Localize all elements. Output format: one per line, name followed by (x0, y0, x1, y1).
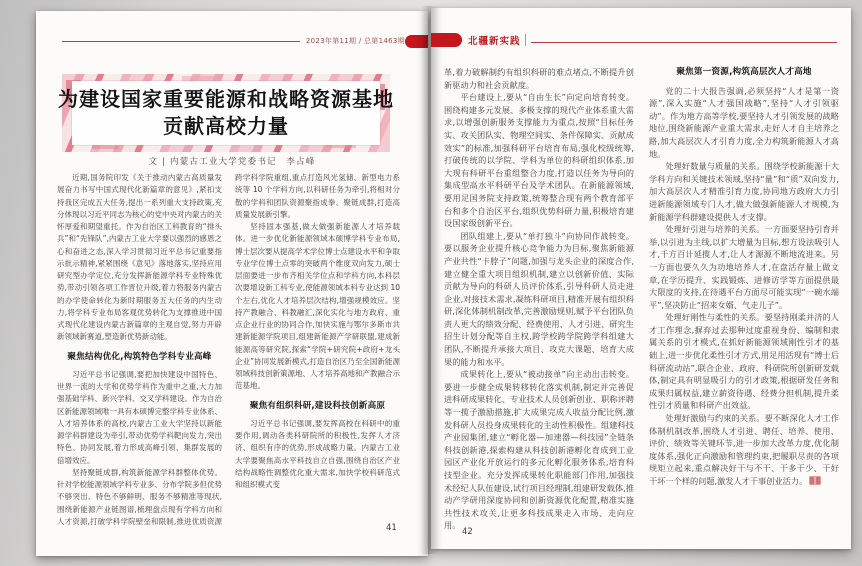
section-heading: 聚焦第一资源,构筑高层次人才高地 (676, 67, 812, 77)
paragraph: 党的二十大报告强调,必须坚持“人才是第一资源”,深入实施“人才强国战略”,坚持“人才引领驱动”。作为地方高等学校,要坚持人才引领发展的战略地位,围绕新能源产业重大需求,走好人才自主培养之路,加大高层次人才引育力度,全力构筑新能源人才高地。 (649, 85, 839, 159)
issue-info: 2023年第11期 / 总第1463期 (305, 37, 405, 45)
left-page-header (62, 33, 428, 49)
paragraph: 近期,国务院印发《关于推动内蒙古高质量发展奋力书写中国式现代化新篇章的意见》,紧扣支持我区完成五大任务,提出一系列重大支持政策,充分体现以习近平同志为核心的党中央对内蒙古的关怀厚爱和期望重托。作为自治区工科教育的“排头兵”和“先锋队”,内蒙古工业大学要以强烈的感恩之心和奋进之态,深入学习贯彻习近平总书记重要指示批示精神,紧紧围绕《意见》落地落实,坚持应用研究型办学定位,充分发挥新能源学科专业特殊优势,带动引领各项工作晋位升级,着力将服务内蒙古的办学使命转化为新时期服务五大任务的内生动力,将学科专业布局客观优势转化为支撑推进中国式现代化建设内蒙古新篇章的主观自觉,努力开辟新领域新赛道,塑造新优势新动能。 (57, 173, 222, 342)
paragraph: 坚持聚链成群,构筑新能源学科群整体优势。针对学校能源领域学科专业多、分布学院多但优势不够突出、特色不够鲜明、服务不够精准等现状,围绕新能源产业链图谱,梳理盘点现有学科方向和人才资源,打破学科学院壁垒和限制,推进优质资源跨学科学院重组,重点打造风光氢储、新型电力系统等 10 个学科方向,以科研任务为牵引,将相对分散的学科和团队资源聚指成拳、聚链成群,打造高质量发展新引擎。 (57, 173, 400, 526)
article-title-line2: 贡献高校力量 (163, 114, 289, 138)
paragraph: 革,着力破解制约有组织科研的难点堵点,不断提升创新驱动力和社会贡献度。 (444, 67, 634, 90)
header-divider (525, 34, 526, 46)
article-body-page41 (57, 172, 400, 533)
article-end-mark-icon (810, 477, 820, 484)
page-number: 42 (462, 527, 473, 537)
article-title (58, 81, 394, 145)
byline: 文 | 内蒙古工业大学党委书记 李占峰 (148, 157, 316, 167)
article-title-line1: 为建设国家重要能源和战略资源基地 (58, 87, 394, 111)
paragraph: 习近平总书记强调,要发挥高校在科研中的重要作用,调动各类科研院所的积极性,发挥人才济济、组织有序的优势,形成战略力量。内蒙古工业大学要聚焦高水平科技自立自强,围绕自治区产业结构战略性调整优化重大需求,加快学校科研范式和组织模式变 (235, 418, 400, 489)
paragraph: 习近平总书记强调,要把加快建设中国特色、世界一流的大学和优势学科作为重中之重,大力加强基础学科、新兴学科、交叉学科建设。作为自治区新能源领域唯一具有本硕博完整学科专业体系、人才培养体系的高校,内蒙古工业大学坚持以新能源学科群建设为牵引,带动优势学科靶向发力,突出特色、协同发展,着力形成高峰引领、集群发展的倍增效应。 (57, 369, 222, 465)
page-42 (431, 8, 851, 549)
header-rule (531, 42, 837, 43)
page-41 (36, 11, 428, 556)
paragraph: 坚持固本强基,做大做强新能源人才培养载体。进一步优化新能源领域本硕博学科专业布局,博士层次要从提高学术学位博士点建设水平和争取专业学位博士点零的突破两个维度双向发力,硕士层面要进一步布齐相关学位点和学科方向,本科层次要增设新工科专业,使能源领域本科专业达到 10 个左右,优化人才培养层次结构,增强规模效应。坚持产教融合、科教融汇,深化实化与地方政府、重点企业行业的协同合作,加快实施与鄂尔多斯市共建新能源学院项目,组建新能源产学研联盟,建成新能源高等研究院,探索“学院+研究院+政府+龙头企业”协同发展新模式,打造自治区乃至全国新能源领域科技创新策源地、人才培养高地和产教融合示范基地。 (235, 222, 400, 391)
right-page-header (431, 32, 837, 48)
page-number: 41 (386, 523, 397, 533)
paragraph: 处理好数量与质量的关系。围绕学校新能源十大学科方向和关键技术领域,坚持“量”和“质”双向发力,加大高层次人才精准引育力度,协同地方政府大力引进新能源领域专门人才,做大做强新能源人才规模,为新能源学科群建设提供人才支撑。 (649, 161, 839, 222)
paragraph (649, 412, 839, 488)
section-title: 北疆新实践 (468, 36, 521, 47)
paragraph: 平台建设上,要从“自由生长”向定向培育转变。围绕构建多元发展、多极支撑的现代产业体系重大需求,以增强创新服务支撑能力为重点,按照“目标任务实、攻关团队实、物理空间实、条件保障实、贡献成效实”的标准,加强科研平台培育布局,强化校级统筹,打破传统的以学院、学科为单位的科研组织体系,加大现有科研平台重组整合力度,打造以任务为导向的集成型高水平科研平台及学术团队。在新能源领域,要用足国务院支持政策,统筹整合现有两个教育部平台和多个自治区平台,组织优势科研力量,积极培育建设国家级创新平台。 (444, 92, 634, 229)
corner-red-tab (405, 35, 428, 48)
section-heading: 聚焦有组织科研,建设科技创新高原 (249, 400, 386, 411)
paragraph: 处理好引进与培养的关系。一方面要坚持引育并举,以引进为主线,以扩大增量为目标,想方设法吸引人才,千方百计延揽人才,让人才源源不断地流进来。另一方面也要久久为功地培养人才,在盘活存量上做文章,在学历提升、实践锻炼、进修访学等方面提供最大限度的支持,在待遇平台方面尽可能实现“一碗水端平”,坚决防止“招来女婿、气走儿子”。 (649, 224, 839, 310)
article-body-page42 (444, 66, 839, 534)
paragraph: 处理好刚性与柔性的关系。要坚持刚柔并济的人才工作理念,摒弃过去那种过度重视身份、编制和隶属关系的引才模式,在抓好新能源领域刚性引才的基础上,进一步优化柔性引才方式,用足用活现有“博士后科研流动站”,联合企业、政府、科研院所创新研发载体,制定具有明显吸引力的引才政策,根据研发任务和成果归属权益,建立薪资待遇、经费分担机制,提升柔性引才质量和科研产出效益。 (649, 312, 839, 411)
paragraph: 团队组建上,要从“单打独斗”向协同作战转变。要以服务企业提升核心竞争能力为目标,聚焦新能源产业共性“卡脖子”问题,加强与龙头企业的深度合作,建立健全重大项目组织机制,建立以创新价值、实际贡献为导向的科研人员评价体系,引导科研人员走进企业,对接技术需求,凝练科研项目,精准开展有组织科研,深化体制机制改革,完善激励规则,赋予平台团队负责人更大的绩效分配、经费使用、人才引进、研究生招生计划分配等自主权,跨学校跨学院跨学科组建大团队,不断提升承接大项目、攻克大课题、培育大成果的能力和水平。 (444, 230, 634, 367)
section-red-tab (431, 33, 462, 47)
paragraph-text: 处理好激励与约束的关系。要不断深化人才工作体制机制改革,围绕人才引进、聘任、培养、使用、评价、绩效等关键环节,进一步加大改革力度,优化制度体系,强化正向激励和管理约束,把履职尽责的各项规矩立起来,重点解决好干与不干、干多干少、干好干坏一个样的问题,激发人才干事创业活力。 (649, 413, 839, 486)
paragraph: 成果转化上,要从“被动接单”向主动出击转变。要进一步健全成果转移转化落实机制,制定并完善促进科研成果转化、专业技术人员创新创业、职称评聘等一揽子激励措施,扩大成果完成人收益分配比例,激发科研人员投身成果转化的主动性积极性。组建科技产业园集团,建立“孵化器—加速器—科技园”全链条科技创新港,探索构建从科技创新港孵化育成到工业园区产业化开放运行的多元化孵化服务体系,培育科技型企业。充分发挥成果转化职能部门作用,加强技术经纪人队伍建设,试行项目经理制,组建研发载体,推动产学研用深度协同和创新资源优化配置,精准实施共性技术攻关,让更多科技成果走入市场、走向应用。 (444, 369, 634, 531)
article-title-box (58, 74, 394, 152)
section-heading: 聚焦结构优化,构筑特色学科专业高峰 (67, 351, 212, 362)
header-rule (62, 41, 300, 42)
